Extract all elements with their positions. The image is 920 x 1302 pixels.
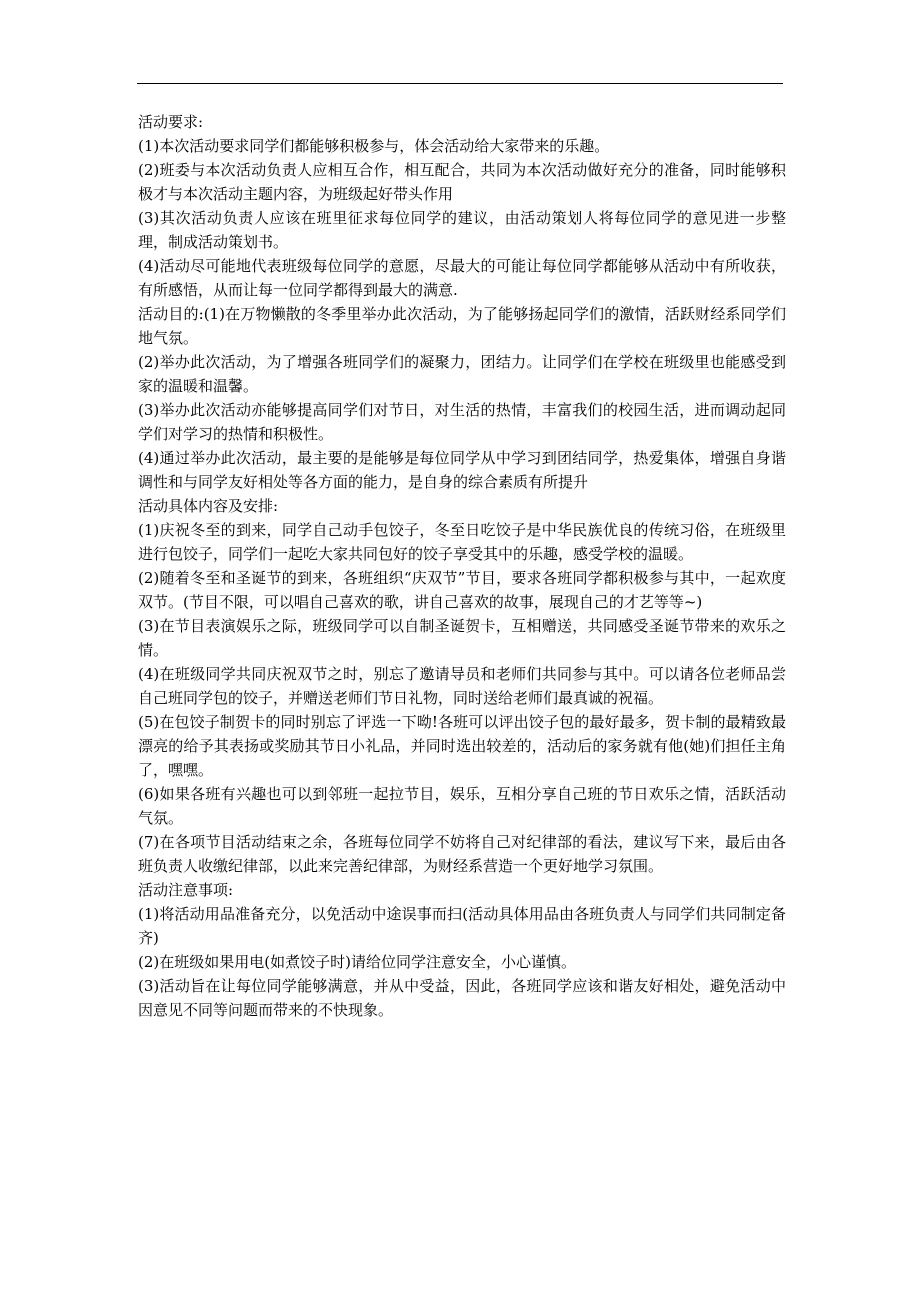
paragraph: (4)活动尽可能地代表班级每位同学的意愿，尽最大的可能让每位同学都能够从活动中有所收获，有所感悟，从而让每一位同学都得到最大的满意.	[138, 257, 786, 299]
paragraph: (7)在各项节目活动结束之余，各班每位同学不妨将自己对纪律部的看法，建议写下来，最后由各班负责人收缴纪律部，以此来完善纪律部，为财经系营造一个更好地学习氛围。	[138, 833, 786, 875]
paragraph: (3)活动旨在让每位同学能够满意，并从中受益，因此，各班同学应该和谐友好相处，避免活动中因意见不同等问题而带来的不快现象。	[138, 977, 786, 1019]
paragraph: (6)如果各班有兴趣也可以到邻班一起拉节目，娱乐，互相分享自己班的节日欢乐之情，活跃活动气氛。	[138, 785, 786, 827]
paragraph: (5)在包饺子制贺卡的同时别忘了评选一下呦!各班可以评出饺子包的最好最多，贺卡制的最精致最漂亮的给予其表扬或奖励其节日小礼品，并同时选出较差的，活动后的家务就有他(她)们担任主角了，嘿嘿。	[138, 713, 786, 779]
section-heading-content: 活动具体内容及安排:	[138, 497, 279, 515]
paragraph: (1)将活动用品准备充分，以免活动中途误事而扫(活动具体用品由各班负责人与同学们共同制定备齐)	[138, 905, 786, 947]
paragraph: (3)在节目表演娱乐之际，班级同学可以自制圣诞贺卡，互相赠送，共同感受圣诞节带来的欢乐之情。	[138, 617, 786, 659]
paragraph: (3)举办此次活动亦能够提高同学们对节日，对生活的热情，丰富我们的校园生活，进而调动起同学们对学习的热情和积极性。	[138, 401, 786, 443]
document-body	[138, 110, 786, 1022]
paragraph: (1)庆祝冬至的到来，同学自己动手包饺子，冬至日吃饺子是中华民族优良的传统习俗，在班级里进行包饺子，同学们一起吃大家共同包好的饺子享受其中的乐趣，感受学校的温暖。	[138, 521, 786, 563]
paragraph: (2)班委与本次活动负责人应相互合作，相互配合，共同为本次活动做好充分的准备，同时能够积极才与本次活动主题内容，为班级起好带头作用	[138, 161, 786, 203]
paragraph: (2)举办此次活动，为了增强各班同学们的凝聚力，团结力。让同学们在学校在班级里也能感受到家的温暖和温馨。	[138, 353, 786, 395]
section-heading-purpose: 活动目的:(1)在万物懒散的冬季里举办此次活动，为了能够扬起同学们的激情，活跃财经系同学们地气氛。	[138, 305, 786, 347]
paragraph: (2)随着冬至和圣诞节的到来，各班组织“庆双节”节目，要求各班同学都积极参与其中，一起欢度双节。(节目不限，可以唱自己喜欢的歌，讲自己喜欢的故事，展现自己的才艺等等~)	[138, 569, 786, 611]
paragraph: (4)通过举办此次活动，最主要的是能够是每位同学从中学习到团结同学，热爱集体，增强自身谐调性和与同学友好相处等各方面的能力，是自身的综合素质有所提升	[138, 449, 786, 491]
section-heading-requirements: 活动要求:	[138, 113, 204, 131]
paragraph: (4)在班级同学共同庆祝双节之时，别忘了邀请导员和老师们共同参与其中。可以请各位老师品尝自己班同学包的饺子，并赠送老师们节日礼物，同时送给老师们最真诚的祝福。	[138, 665, 786, 707]
section-heading-notes: 活动注意事项:	[138, 881, 234, 899]
paragraph: (2)在班级如果用电(如煮饺子时)请给位同学注意安全，小心谨慎。	[138, 953, 576, 971]
paragraph: (1)本次活动要求同学们都能够积极参与，体会活动给大家带来的乐趣。	[138, 137, 610, 155]
header-rule	[137, 83, 783, 84]
paragraph: (3)其次活动负责人应该在班里征求每位同学的建议，由活动策划人将每位同学的意见进一步整理，制成活动策划书。	[138, 209, 786, 251]
